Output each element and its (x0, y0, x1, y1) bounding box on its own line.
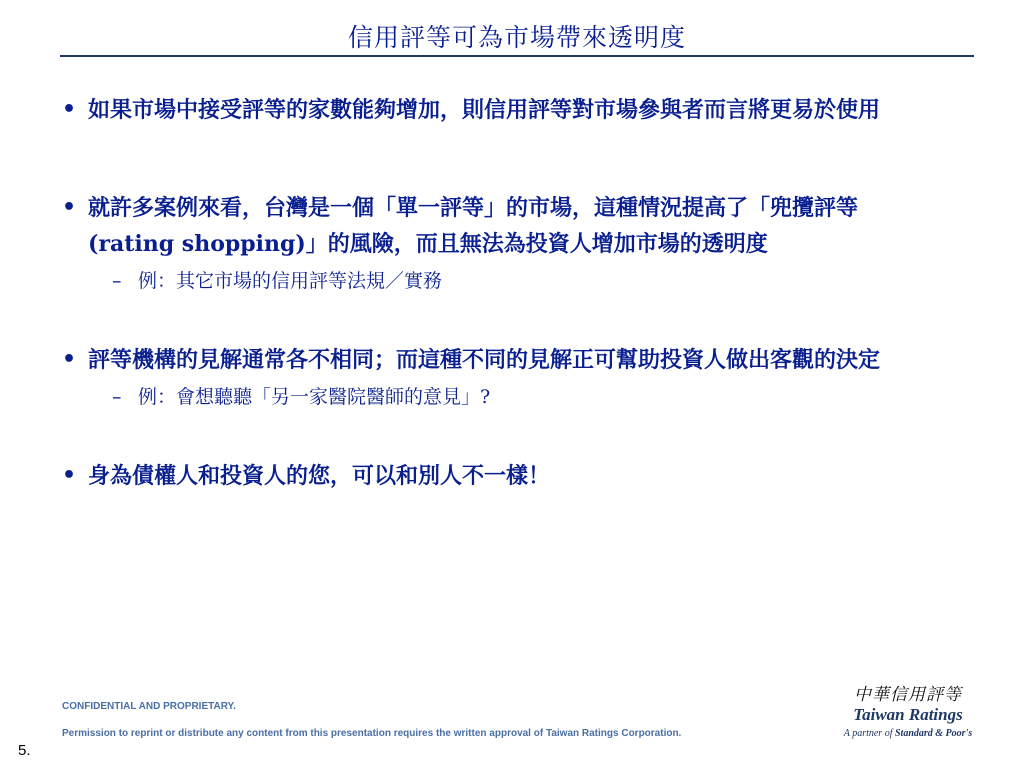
logo-chinese-name: 中華信用評等 (854, 685, 962, 705)
sub-bullet-item (60, 382, 950, 412)
bullet-icon: • (62, 347, 77, 372)
logo-partner-line (828, 728, 988, 739)
page-number: 5. (18, 742, 31, 759)
permission-notice: Permission to reprint or distribute any content from this presentation requires the written approval of Taiwan Ratings Corporation. (62, 728, 682, 739)
bullet-item (60, 458, 950, 494)
bullet-text: 評等機構的見解通常各不相同；而這種不同的見解正可幫助投資人做出客觀的決定 (88, 347, 881, 373)
dash-icon: – (112, 270, 122, 292)
dash-icon: – (112, 386, 122, 408)
bullet-text: 身為債權人和投資人的您，可以和別人不一樣！ (88, 463, 551, 489)
bullet-item (60, 342, 950, 378)
bullet-item (60, 92, 950, 128)
bullet-text: 就許多案例來看，台灣是一個「單一評等」的市場，這種情況提高了「兜攬評等 (rating shopping)」的風險，而且無法為投資人增加市場的透明度 (88, 195, 859, 257)
company-logo (828, 680, 988, 739)
bullet-icon: • (62, 463, 77, 488)
bullet-icon: • (62, 195, 77, 220)
title-divider (60, 55, 974, 57)
bullet-icon: • (62, 97, 77, 122)
logo-english-name: Taiwan Ratings (853, 705, 963, 724)
slide-title: 信用評等可為市場帶來透明度 (347, 23, 686, 52)
bullet-item (60, 190, 950, 262)
confidential-notice: CONFIDENTIAL AND PROPRIETARY. (62, 701, 236, 712)
partner-prefix: A partner of (843, 728, 893, 739)
bullet-list (60, 92, 950, 494)
partner-name: Standard & Poor's (894, 728, 973, 739)
sub-bullet-text: 例：其它市場的信用評等法規／實務 (138, 270, 443, 292)
bullet-text: 如果市場中接受評等的家數能夠增加，則信用評等對市場參與者而言將更易於使用 (88, 97, 881, 123)
sub-bullet-item (60, 266, 950, 296)
sub-bullet-text: 例：會想聽聽「另一家醫院醫師的意見」? (138, 386, 491, 408)
